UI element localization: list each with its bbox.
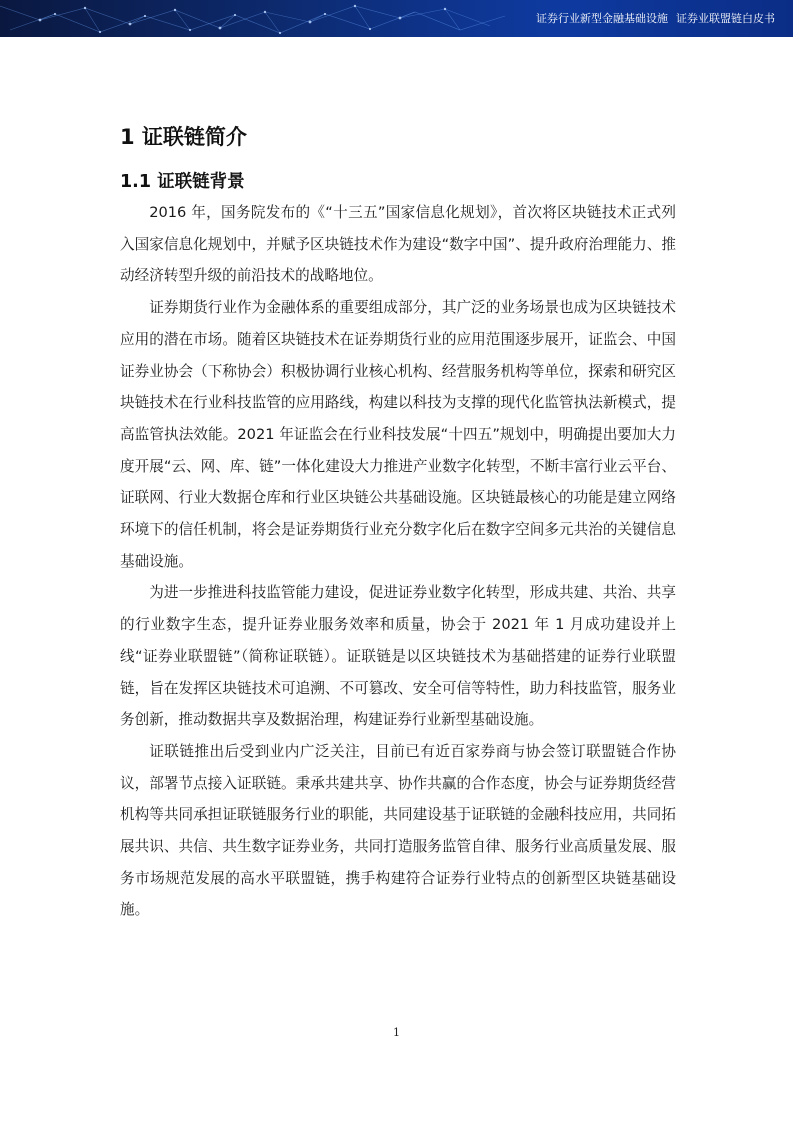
header-band [0, 0, 793, 37]
page-number: 1 [393, 1026, 400, 1039]
paragraph: 为进一步推进科技监管能力建设，促进证券业数字化转型，形成共建、共治、共享的行业数字生态，提升证券业服务效率和质量，协会于 2021 年 1 月成功建设并上线“证券业联盟链”（简称证联链）。证联链是以区块链技术为基础搭建的证券行业联盟链，旨在发挥区块链技术可追溯、不可篡改、安全可信等特性，助力科技监管，服务业务创新，推动数据共享及数据治理，构建证券行业新型基础设施。 [120, 584, 676, 729]
body-text [120, 197, 676, 926]
section-heading: 1 证联链简介 [120, 125, 247, 149]
paragraph: 证联链推出后受到业内广泛关注，目前已有近百家券商与协会签订联盟链合作协议，部署节点接入证联链。秉承共建共享、协作共赢的合作态度，协会与证券期货经营机构等共同承担证联链服务行业的职能，共同建设基于证联链的金融科技应用，共同拓展共识、共信、共生数字证券业务，共同打造服务监管自律、服务行业高质量发展、服务市场规范发展的高水平联盟链，携手构建符合证券行业特点的创新型区块链基础设施。 [120, 742, 676, 919]
paragraph: 2016 年，国务院发布的《“十三五”国家信息化规划》，首次将区块链技术正式列入国家信息化规划中，并赋予区块链技术作为建设“数字中国”、提升政府治理能力、推动经济转型升级的前沿技术的战略地位。 [120, 204, 676, 285]
running-header [536, 0, 775, 37]
running-header-subtitle: 证券业联盟链白皮书 [676, 12, 775, 25]
paragraph: 证券期货行业作为金融体系的重要组成部分，其广泛的业务场景也成为区块链技术应用的潜在市场。随着区块链技术在证券期货行业的应用范围逐步展开，证监会、中国证券业协会（下称协会）积极协调行业核心机构、经营服务机构等单位，探索和研究区块链技术在行业科技监管的应用路线，构建以科技为支撑的现代化监管执法新模式，提高监管执法效能。2021 年证监会在行业科技发展“十四五”规划中，明确提出要加大力度开展“云、网、库、链”一体化建设大力推进产业数字化转型，不断丰富行业云平台、证联网、行业大数据仓库和行业区块链公共基础设施。区块链最核心的功能是建立网络环境下的信任机制，将会是证券期货行业充分数字化后在数字空间多元共治的关键信息基础设施。 [120, 299, 676, 570]
running-header-title: 证券行业新型金融基础设施 [536, 12, 668, 25]
subsection-heading: 1.1 证联链背景 [120, 172, 245, 192]
